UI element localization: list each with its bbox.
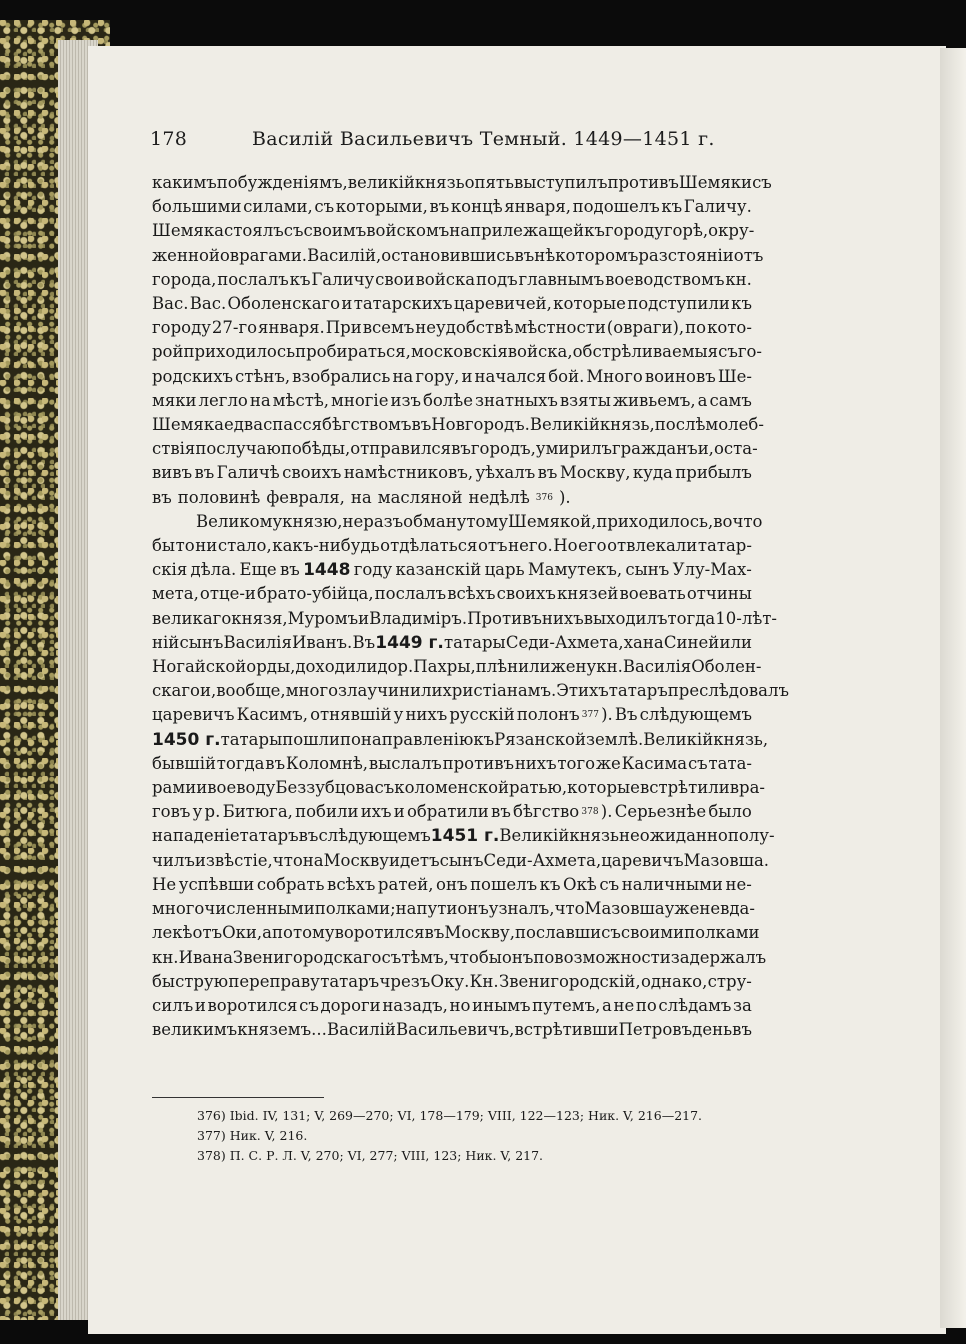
- text-line: чилъ извѣстіе, что на Москву идетъ сынъ Седи-Ахмета, царевичъ Мазовша.: [152, 850, 770, 870]
- text-line: Шемяка едва спасся бѣгствомъ въ Новгородъ. Великій князь, послѣ молеб-: [152, 415, 764, 435]
- year-highlight: 1449 г.: [375, 632, 444, 653]
- footnote-divider: [152, 1097, 324, 1098]
- text-line: ствія по случаю побѣды, отправился въ городъ, умирилъ гражданъ и, оста-: [152, 439, 758, 459]
- text-line: нападеніе татаръ въ слѣдующемъ 1451 г. Великій князь неожиданно полу-: [152, 824, 752, 848]
- text-line: многочисленными полками; на пути онъ узналъ, что Мазовша уже не вда-: [152, 899, 755, 919]
- text-line: скаго и, вообще, много зла учинили христіанамъ. Этихъ татаръ преслѣдовалъ: [152, 681, 789, 701]
- text-line: мета, отце-и брато-убійца, послалъ всѣхъ своихъ князей воевать отчины: [152, 584, 752, 604]
- text-line: бы то ни стало, какъ-нибудь отдѣлаться отъ него. Но его отвлекали татар-: [152, 536, 752, 556]
- text-line: Великому князю, не разъ обманутому Шемякой, приходилось, во что: [196, 511, 763, 531]
- text-line: скія дѣла. Еще въ 1448 году казанскій царь Мамутекъ, сынъ Улу-Мах-: [152, 558, 752, 582]
- text-line: какимъ побужденіямъ, великій князь опять выступилъ противъ Шемяки съ: [152, 173, 772, 192]
- text-line: рами и воеводу Беззубцова съ коломенской ратью, которые встрѣтили вра-: [152, 778, 765, 798]
- text-line: бывшій тогда въ Коломнѣ, выслалъ противъ нихъ того же Касима съ тата-: [152, 753, 752, 773]
- text-line: мяки легло на мѣстѣ, многіе изъ болѣе знатныхъ взяты живьемъ, а самъ: [152, 390, 752, 410]
- text-line: великимъ княземъ... Василій Васильевичъ, встрѣтивши Петровъ день въ: [152, 1020, 752, 1040]
- footnote-ref: 378: [581, 807, 599, 818]
- text-line: городу 27-го января. При всемъ неудобствѣ мѣстности (овраги), по кото-: [152, 318, 752, 338]
- year-highlight: 1451 г.: [430, 826, 500, 847]
- text-line: въ половинѣ февраля, на масляной недѣлѣ 376 ).: [152, 486, 752, 510]
- footnote-ref: 377: [581, 710, 599, 721]
- page-number: 178: [150, 128, 188, 150]
- text-line: великаго князя, Муромъ и Владиміръ. Противъ нихъ выходилъ тогда 10-лѣт-: [152, 608, 777, 628]
- text-line: родскихъ стѣнъ, взобрались на гору, и начался бой. Много воиновъ Ше-: [152, 366, 752, 386]
- text-line: вивъ въ Галичѣ своихъ намѣстниковъ, уѣхалъ въ Москву, куда прибылъ: [152, 463, 752, 483]
- text-line: быструю переправу татаръ чрезъ Оку. Кн. Звенигородскій, однако, стру-: [152, 971, 752, 991]
- text-line: Вас. Вас. Оболенскаго и татарскихъ царевичей, которые подступили къ: [152, 294, 752, 314]
- text-line: говъ у р. Битюга, побили ихъ и обратили въ бѣгство 378 ). Серьезнѣе было: [152, 800, 752, 824]
- text-line: ній сынъ Василія Иванъ. Въ 1449 г. татары Седи-Ахмета, хана Синей или: [152, 631, 752, 655]
- main-text: [152, 171, 789, 1042]
- text-line: кн. Ивана Звенигородскаго съ тѣмъ, чтобы онъ по возможности задержалъ: [152, 947, 767, 967]
- text-line: лекѣ отъ Оки, а потому воротился въ Москву, пославши съ своими полками: [152, 923, 760, 943]
- footnote-377: 377) Ник. V, 216.: [197, 1128, 308, 1143]
- running-header: [0, 128, 966, 158]
- running-title: Василій Васильевичъ Темный. 1449—1451 г.: [252, 128, 715, 150]
- text-line: Ногайской орды, доходили до р. Пахры, плѣнили жену кн. Василія Оболен-: [152, 657, 762, 677]
- text-line: рой приходилось пробираться, московскія войска, обстрѣливаемыя съ го-: [152, 342, 762, 362]
- text-line: Не успѣвши собрать всѣхъ ратей, онъ пошелъ къ Окѣ съ наличными не-: [152, 874, 752, 894]
- footnote-378: 378) П. С. Р. Л. V, 270; VI, 277; VIII, 123; Ник. V, 217.: [197, 1148, 544, 1163]
- footnote-ref: 376: [535, 492, 553, 503]
- text-line: города, послалъ къ Галичу свои войска подъ главнымъ воеводствомъ кн.: [152, 269, 752, 289]
- text-line: 1450 г. татары пошли по направленію къ Рязанской землѣ. Великій князь,: [152, 728, 752, 752]
- year-highlight: 1450 г.: [152, 729, 221, 750]
- footnotes: [197, 1106, 702, 1166]
- text-line: царевичъ Касимъ, отнявшій у нихъ русскій полонъ 377 ). Въ слѣдующемъ: [152, 703, 752, 727]
- footnote-376: 376) Ibid. IV, 131; V, 269—270; VI, 178—179; VIII, 122—123; Ник. V, 216—217.: [197, 1108, 703, 1123]
- facing-page-edge: [940, 48, 966, 1328]
- text-line: большими силами, съ которыми, въ концѣ января, подошелъ къ Галичу.: [152, 197, 752, 217]
- text-line: Шемяка стоялъ съ своимъ войскомъ на прилежащей къ городу горѣ, окру-: [152, 221, 755, 241]
- text-line: женной оврагами. Василій, остановившись въ нѣкоторомъ разстояніи отъ: [152, 245, 764, 265]
- text-line: силъ и воротился съ дороги назадъ, но инымъ путемъ, а не по слѣдамъ за: [152, 995, 752, 1015]
- year-highlight: 1448: [303, 560, 351, 581]
